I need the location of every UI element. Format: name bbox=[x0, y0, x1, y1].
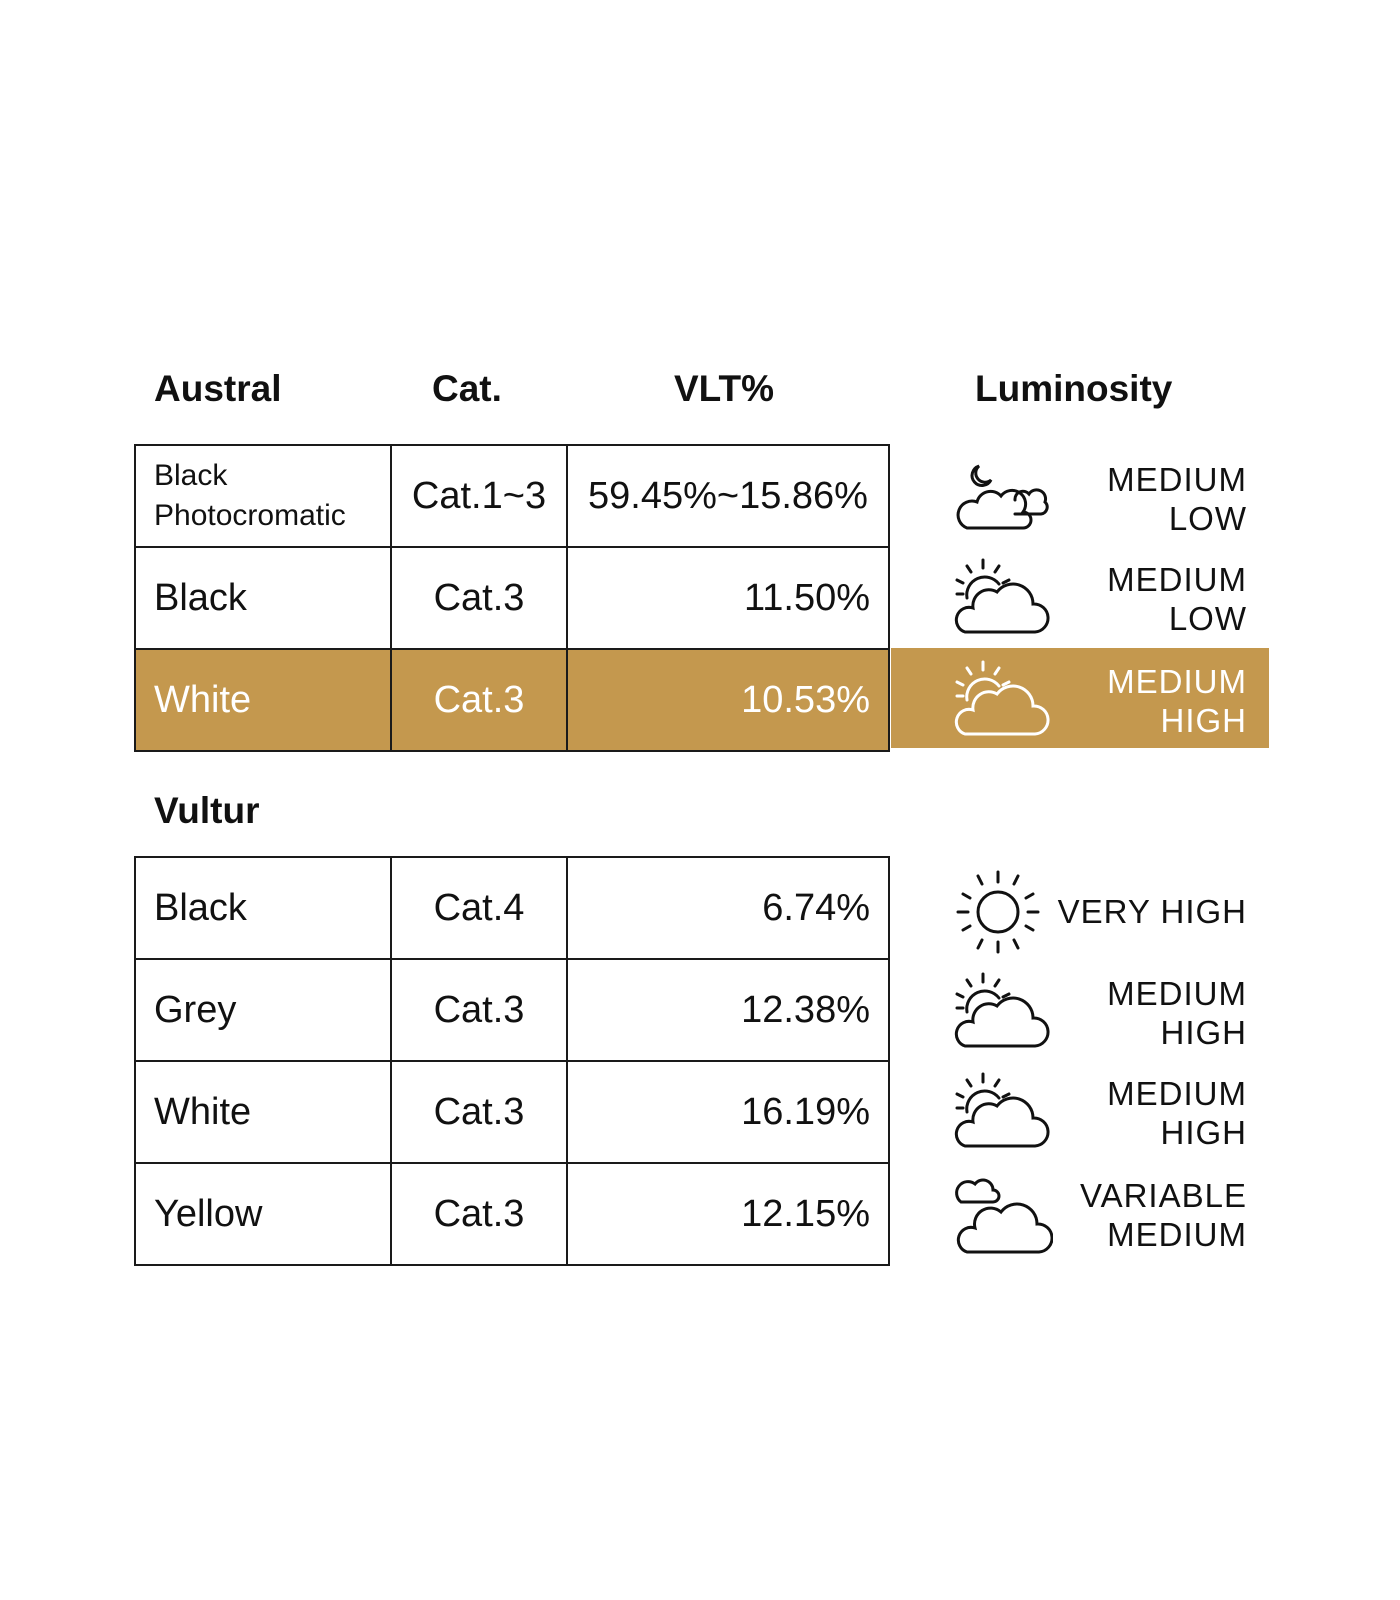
color-cell: Grey bbox=[135, 959, 391, 1061]
luminosity-label: VERY HIGH bbox=[1057, 893, 1247, 930]
table-row-highlighted bbox=[135, 649, 889, 751]
austral-table bbox=[134, 444, 890, 752]
moon-cloud-icon bbox=[953, 456, 1053, 540]
luminosity-item bbox=[891, 446, 1269, 546]
sun-cloud-icon bbox=[953, 556, 1053, 640]
vlt-cell: 59.45%~15.86% bbox=[567, 445, 889, 547]
header-luminosity: Luminosity bbox=[975, 368, 1173, 409]
color-cell: Black Photocromatic bbox=[135, 445, 391, 547]
table-row bbox=[135, 547, 889, 649]
cat-cell: Cat.3 bbox=[391, 649, 567, 751]
vlt-cell: 12.15% bbox=[567, 1163, 889, 1265]
cat-cell: Cat.4 bbox=[391, 857, 567, 959]
header-cat: Cat. bbox=[432, 368, 502, 409]
cloud-icon bbox=[953, 1172, 1053, 1256]
vlt-cell: 6.74% bbox=[567, 857, 889, 959]
color-cell: White bbox=[135, 1061, 391, 1163]
cat-cell: Cat.3 bbox=[391, 959, 567, 1061]
sun-cloud-icon bbox=[953, 970, 1053, 1054]
table-row bbox=[135, 857, 889, 959]
header-brand: Austral bbox=[154, 368, 282, 409]
luminosity-label: MEDIUM LOW bbox=[1107, 561, 1247, 637]
luminosity-label: VARIABLE MEDIUM bbox=[1080, 1177, 1247, 1253]
table-row bbox=[135, 959, 889, 1061]
cat-cell: Cat.3 bbox=[391, 1061, 567, 1163]
table-row bbox=[135, 1061, 889, 1163]
vlt-cell: 10.53% bbox=[567, 649, 889, 751]
vlt-cell: 16.19% bbox=[567, 1061, 889, 1163]
luminosity-label: MEDIUM HIGH bbox=[1107, 975, 1247, 1051]
cat-cell: Cat.3 bbox=[391, 547, 567, 649]
luminosity-item bbox=[891, 960, 1269, 1060]
vlt-cell: 12.38% bbox=[567, 959, 889, 1061]
luminosity-item-highlighted bbox=[891, 648, 1269, 748]
cat-cell: Cat.1~3 bbox=[391, 445, 567, 547]
luminosity-item bbox=[891, 1162, 1269, 1262]
header-vlt: VLT% bbox=[674, 368, 775, 409]
cat-cell: Cat.3 bbox=[391, 1163, 567, 1265]
color-cell: Black bbox=[135, 857, 391, 959]
section-title-vultur: Vultur bbox=[154, 790, 260, 831]
luminosity-label: MEDIUM HIGH bbox=[1107, 1075, 1247, 1151]
table-row bbox=[135, 445, 889, 547]
sun-cloud-icon bbox=[953, 658, 1053, 742]
table-row bbox=[135, 1163, 889, 1265]
color-cell: Black bbox=[135, 547, 391, 649]
sun-cloud-icon bbox=[953, 1070, 1053, 1154]
sun-icon bbox=[953, 870, 1053, 954]
luminosity-item bbox=[891, 1060, 1269, 1160]
vlt-cell: 11.50% bbox=[567, 547, 889, 649]
luminosity-label: MEDIUM HIGH bbox=[1107, 663, 1247, 739]
vultur-table bbox=[134, 856, 890, 1266]
color-cell: White bbox=[135, 649, 391, 751]
color-cell: Yellow bbox=[135, 1163, 391, 1265]
luminosity-item bbox=[891, 546, 1269, 646]
luminosity-item bbox=[891, 860, 1269, 960]
luminosity-label: MEDIUM LOW bbox=[1107, 461, 1247, 537]
